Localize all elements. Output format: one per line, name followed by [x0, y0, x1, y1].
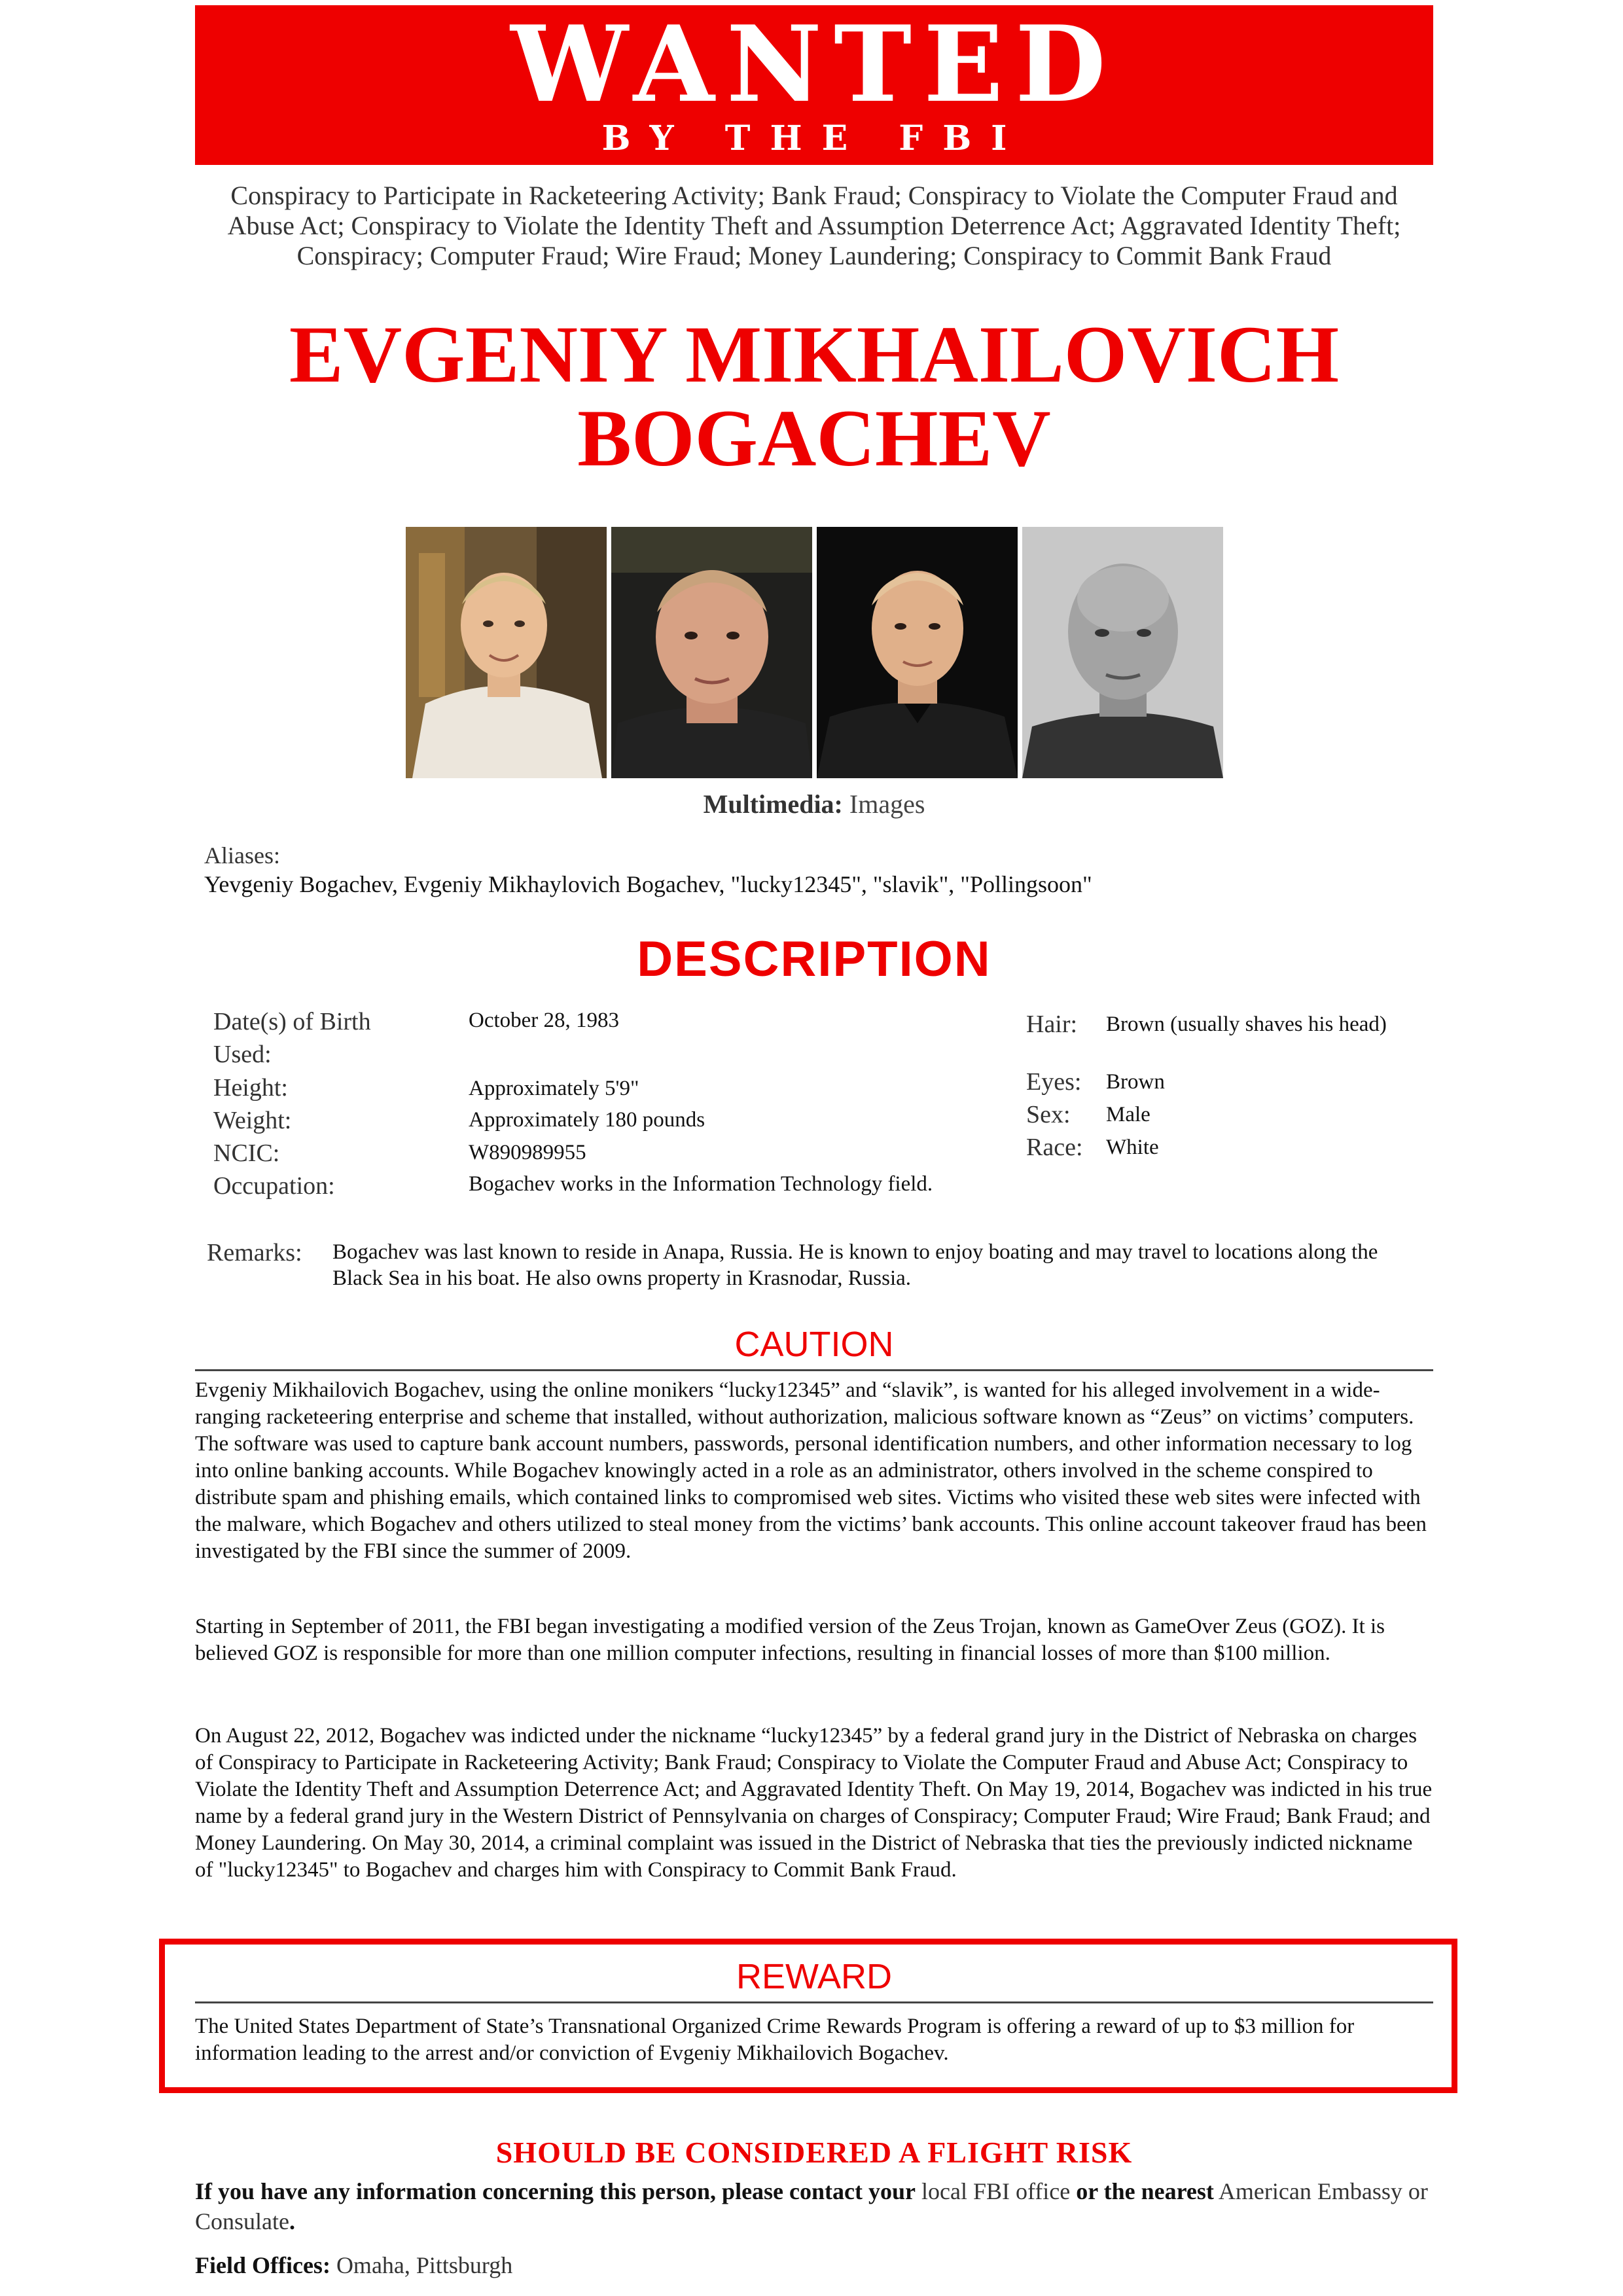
race-label: Race: [1026, 1134, 1083, 1161]
reward-divider [195, 2001, 1433, 2003]
ncic-label: NCIC: [213, 1139, 280, 1167]
sex-label: Sex: [1026, 1101, 1071, 1128]
wanted-banner [195, 5, 1433, 165]
photo-1[interactable] [406, 527, 607, 778]
field-offices-value[interactable]: Omaha, Pittsburgh [336, 2252, 513, 2278]
eyes-value: Brown [1106, 1070, 1165, 1094]
fugitive-name [195, 310, 1433, 483]
banner-title: WANTED [510, 3, 1118, 126]
contact-intro: If you have any information concerning this person, please contact your [195, 2178, 916, 2204]
multimedia-label: Multimedia: [703, 789, 843, 819]
race-value: White [1106, 1136, 1159, 1159]
description-title: DESCRIPTION [637, 931, 991, 987]
photo-4[interactable] [1022, 527, 1223, 778]
local-fbi-office-link[interactable]: local FBI office [921, 2178, 1071, 2204]
reward-text: The United States Department of State’s Transnational Organized Crime Rewards Program is offering a reward of up to $3 million for information leading to the arrest and/or conviction of Evgeniy Mikhailovich Bogachev. [195, 2015, 1355, 2065]
occupation-value: Bogachev works in the Information Technology field. [469, 1172, 933, 1196]
height-label: Height: [213, 1074, 288, 1102]
weight-value: Approximately 180 pounds [469, 1108, 705, 1132]
photo-gallery [406, 527, 1224, 778]
occupation-label: Occupation: [213, 1172, 335, 1200]
remarks-value: Bogachev was last known to reside in Anapa, Russia. He is known to enjoy boating and may travel to locations along the Black Sea in his boat. He also owns property in Krasnodar, Russia. [332, 1240, 1378, 1290]
photo-2[interactable] [611, 527, 812, 778]
fugitive-name-line2: BOGACHEV [577, 393, 1051, 483]
eyes-label: Eyes: [1026, 1068, 1082, 1096]
aliases-block [204, 841, 1421, 899]
person-photo-icon [817, 527, 1018, 778]
multimedia-images-link[interactable]: Images [849, 789, 925, 819]
contact-text [195, 2176, 1433, 2236]
american-embassy-link[interactable]: American Embassy or Consulate [195, 2178, 1428, 2234]
caution-divider [195, 1369, 1433, 1371]
field-offices-label: Field Offices: [195, 2252, 330, 2278]
aliases-value: Yevgeniy Bogachev, Evgeniy Mikhaylovich Bogachev, "lucky12345", "slavik", "Pollingsoon" [204, 871, 1092, 897]
flight-risk-notice: SHOULD BE CONSIDERED A FLIGHT RISK [495, 2136, 1133, 2169]
multimedia-line [195, 789, 1433, 820]
charges-text: Conspiracy to Participate in Racketeering Activity; Bank Fraud; Conspiracy to Violate the Computer Fraud and Abuse Act; Conspiracy to Violate the Identity Theft and Assumption Deterrence Act; Aggravated Identity Theft; Conspiracy; Computer Fraud; Wire Fraud; Money Laundering; Conspiracy to Commit Bank Fraud [227, 181, 1401, 270]
person-photo-icon [611, 527, 812, 778]
fugitive-name-line1: EVGENIY MIKHAILOVICH [289, 310, 1340, 399]
hair-label: Hair: [1026, 1011, 1078, 1038]
caution-paragraph-3: On August 22, 2012, Bogachev was indicted under the nickname “lucky12345” by a federal grand jury in the District of Nebraska on charges of Conspiracy to Participate in Racketeering Activity; Bank Fraud; Conspiracy to Violate the Computer Fraud and Abuse Act; Conspiracy to Violate the Identity Theft and Assumption Deterrence Act; and Aggravated Identity Theft. On May 19, 2014, Bogachev was indicted in his true name by a federal grand jury in the Western District of Pennsylvania on charges of Conspiracy; Computer Fraud; Wire Fraud; Bank Fraud; and Money Laundering. On May 30, 2014, a criminal complaint was issued in the District of Nebraska that ties the previously indicted nickname of "lucky12345" to Bogachev and charges him with Conspiracy to Commit Bank Fraud. [195, 1724, 1433, 1882]
contact-middle: or the nearest [1076, 2178, 1214, 2204]
hair-value: Brown (usually shaves his head) [1106, 1013, 1387, 1036]
aliases-label: Aliases: [204, 842, 280, 869]
dob-value: October 28, 1983 [469, 1009, 620, 1032]
banner-subtitle: BY THE FBI [601, 118, 1027, 158]
person-photo-icon [406, 527, 607, 778]
caution-title: CAUTION [734, 1325, 894, 1364]
remarks-label: Remarks: [207, 1239, 302, 1266]
ncic-value: W890989955 [469, 1141, 586, 1164]
reward-title: REWARD [736, 1957, 892, 1996]
sex-value: Male [1106, 1103, 1150, 1126]
height-value: Approximately 5'9" [469, 1077, 639, 1100]
contact-end: . [289, 2208, 295, 2234]
caution-paragraph-2: Starting in September of 2011, the FBI began investigating a modified version of the Zeus Trojan, known as GameOver Zeus (GOZ). It is believed GOZ is responsible for more than one million computer infections, resulting in financial losses of more than $100 million. [195, 1615, 1385, 1665]
dob-label: Date(s) of Birth Used: [213, 1008, 371, 1068]
person-photo-icon [1022, 527, 1223, 778]
caution-paragraph-1: Evgeniy Mikhailovich Bogachev, using the online monikers “lucky12345” and “slavik”, is wanted for his alleged involvement in a wide-ranging racketeering enterprise and scheme that installed, without authorization, malicious software known as “Zeus” on victims’ computers. The software was used to capture bank account numbers, passwords, personal identification numbers, and other information necessary to log into online banking accounts. While Bogachev knowingly acted in a role as an administrator, others involved in the scheme conspired to distribute spam and phishing emails, which contained links to compromised web sites. Victims who visited these web sites were infected with the malware, which Bogachev and others utilized to steal money from the victims’ bank accounts. This online account takeover fraud has been investigated by the FBI since the summer of 2009. [195, 1378, 1427, 1563]
field-offices-line [195, 2250, 1433, 2280]
weight-label: Weight: [213, 1107, 292, 1134]
photo-3[interactable] [817, 527, 1018, 778]
